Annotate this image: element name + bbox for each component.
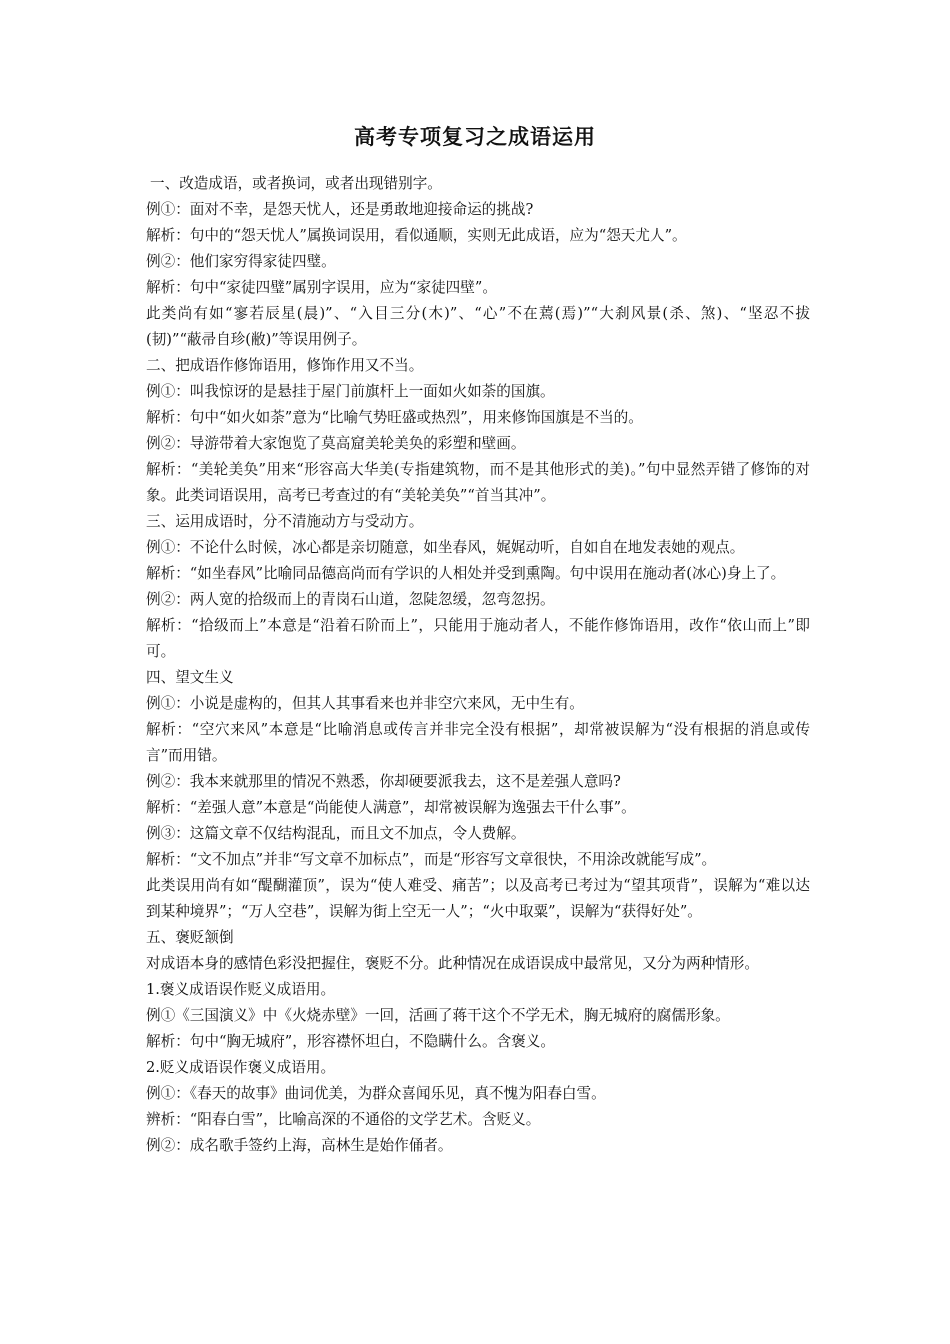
- example-paragraph: 例③：这篇文章不仅结构混乱，而且文不加点，令人费解。: [146, 825, 526, 842]
- analysis-paragraph: 解析：“拾级而上”本意是“沿着石阶而上”，只能用于施动者人，不能作修饰语用，改作“依山而上”即可。: [146, 617, 810, 660]
- example-paragraph: 例①：叫我惊讶的是悬挂于屋门前旗杆上一面如火如荼的国旗。: [146, 383, 555, 400]
- example-paragraph: 例①：面对不幸，是怨天忧人，还是勇敢地迎接命运的挑战?: [146, 201, 534, 218]
- body-paragraph: 对成语本身的感情色彩没把握住，褒贬不分。此种情况在成语误成中最常见，又分为两种情形。: [146, 955, 759, 972]
- example-paragraph: 例②：我本来就那里的情况不熟悉，你却硬要派我去，这不是差强人意吗?: [146, 773, 621, 790]
- analysis-paragraph: 解析：“美轮美奂”用来“形容高大华美(专指建筑物，而不是其他形式的美)。”句中显然弄错了修饰的对象。此类词语误用，高考已考查过的有“美轮美奂”“首当其冲”。: [146, 461, 810, 504]
- analysis-paragraph: 解析：句中的“怨天忧人”属换词误用，看似通顺，实则无此成语，应为“怨天尤人”。: [146, 227, 687, 244]
- note-paragraph: 此类尚有如“寥若辰星(晨)”、“入目三分(木)”、“心”不在蔫(焉)”“大刹风景(杀、煞)、“坚忍不拔(韧)”“蔽帚自珍(敝)”等误用例子。: [146, 305, 810, 348]
- analysis-paragraph: 解析：“文不加点”并非“写文章不加标点”，而是“形容写文章很快，不用涂改就能写成”。: [146, 851, 717, 868]
- example-paragraph: 例②：两人宽的拾级而上的青岗石山道，忽陡忽缓，忽弯忽拐。: [146, 591, 555, 608]
- analysis-paragraph: 解析：“差强人意”本意是“尚能使人满意”，却常被误解为逸强去干什么事”。: [146, 799, 636, 816]
- example-paragraph: 例②：导游带着大家饱览了莫高窟美轮美奂的彩塑和壁画。: [146, 435, 526, 452]
- example-paragraph: 例②：成名歌手签约上海，高林生是始作俑者。: [146, 1137, 453, 1154]
- document-title: 高考专项复习之成语运用: [354, 125, 596, 149]
- section-heading-3: 三、运用成语时，分不清施动方与受动方。: [146, 513, 424, 530]
- subsection-heading: 1.褒义成语误作贬义成语用。: [146, 981, 336, 998]
- example-paragraph: 例②：他们家穷得家徒四璧。: [146, 253, 336, 270]
- analysis-paragraph: 辨析：“阳春白雪”，比喻高深的不通俗的文学艺术。含贬义。: [146, 1111, 541, 1128]
- analysis-paragraph: 解析：“如坐春风”比喻同品德高尚而有学识的人相处并受到熏陶。句中误用在施动者(冰心)身上了。: [146, 565, 786, 582]
- example-paragraph: 例①：《春天的故事》曲词优美，为群众喜闻乐见，真不愧为阳春白雪。: [146, 1085, 606, 1102]
- section-heading-5: 五、褒贬颔倒: [146, 929, 234, 946]
- example-paragraph: 例①《三国演义》中《火烧赤壁》一回，活画了蒋干这个不学无术，胸无城府的腐儒形象。: [146, 1007, 730, 1024]
- analysis-paragraph: 解析：句中“胸无城府”，形容襟怀坦白，不隐瞒什么。含褒义。: [146, 1033, 555, 1050]
- analysis-paragraph: 解析：句中“如火如荼”意为“比喻气势旺盛或热烈”，用来修饰国旗是不当的。: [146, 409, 643, 426]
- note-paragraph: 此类误用尚有如“醍醐灌顶”，误为“使人难受、痛苦”；以及高考已考过为“望其项背”，误解为“难以达到某种境界”；“万人空巷”，误解为街上空无一人”；“火中取粟”，误解为“获得好处”。: [146, 877, 810, 920]
- analysis-paragraph: 解析：句中“家徒四璧”属别字误用，应为“家徒四壁”。: [146, 279, 497, 296]
- example-paragraph: 例①：小说是虚构的，但其人其事看来也并非空穴来风，无中生有。: [146, 695, 584, 712]
- document-body: [146, 171, 810, 1159]
- example-paragraph: 例①：不论什么时候，冰心都是亲切随意，如坐春风，娓娓动听，自如自在地发表她的观点。: [146, 539, 745, 556]
- subsection-heading: 2.贬义成语误作褒义成语用。: [146, 1059, 336, 1076]
- section-heading-2: 二、把成语作修饰语用，修饰作用又不当。: [146, 357, 424, 374]
- section-heading-1: 一、改造成语，或者换词，或者出现错别字。: [150, 175, 442, 192]
- analysis-paragraph: 解析：“空穴来风”本意是“比喻消息或传言并非完全没有根据”，却常被误解为“没有根据的消息或传言”而用错。: [146, 721, 810, 764]
- section-heading-4: 四、望文生义: [146, 669, 234, 686]
